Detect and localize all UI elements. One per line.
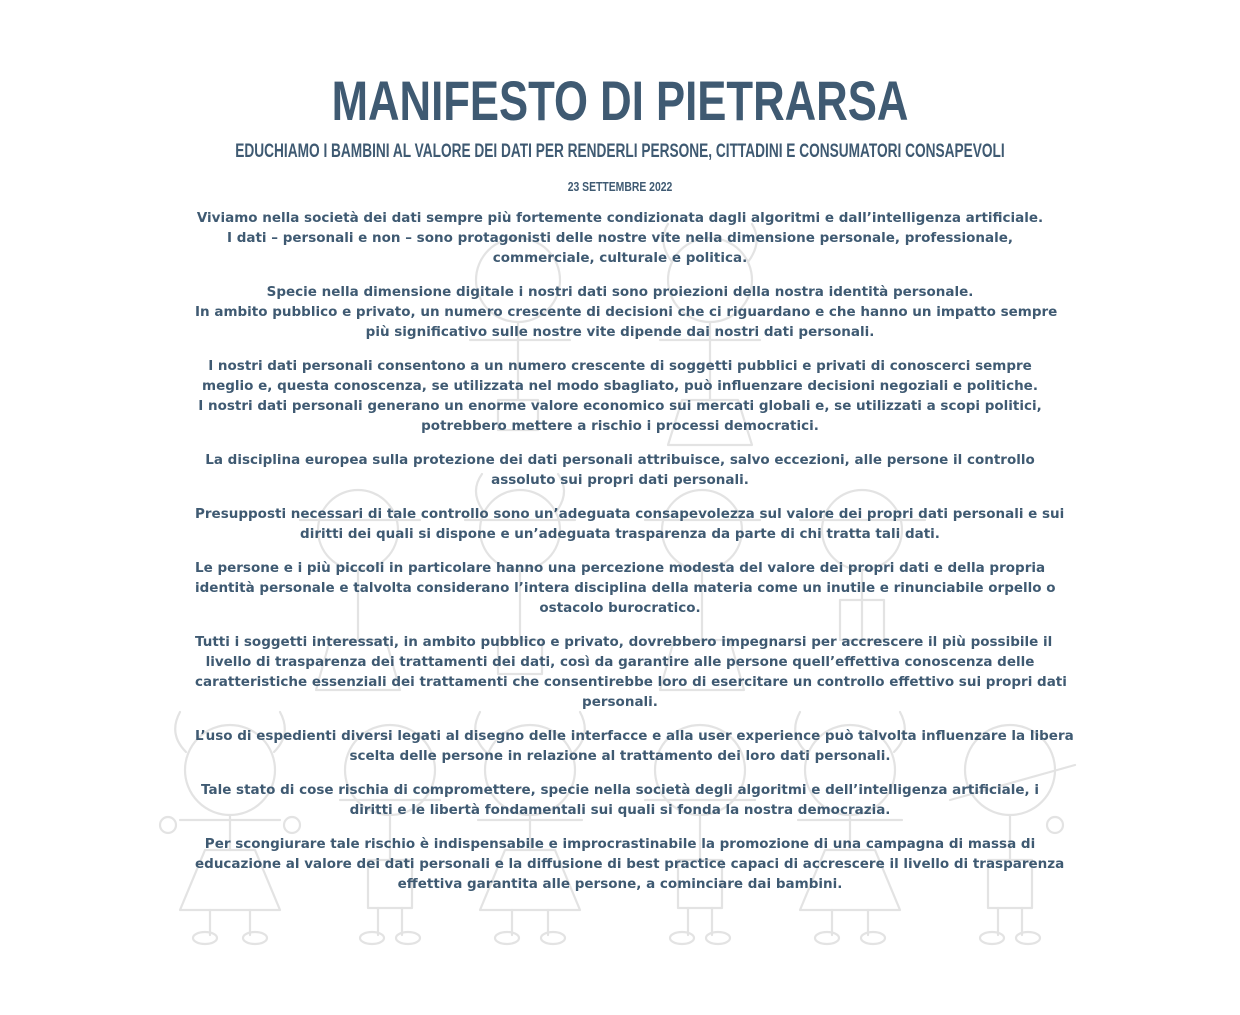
paragraph-line: assoluto sui propri dati personali. (491, 472, 749, 488)
page-title: MANIFESTO DI PIETRARSA (331, 69, 909, 132)
paragraph-line: La disciplina europea sulla protezione dei dati personali attribuisce, salvo eccezioni, alle persone il controllo (205, 452, 1035, 468)
manifesto-paragraph (195, 726, 1074, 766)
paragraph-line: scelta delle persone in relazione al trattamento dei loro dati personali. (349, 748, 891, 764)
manifesto-paragraph (195, 834, 1065, 894)
paragraph-line: Tutti i soggetti interessati, in ambito pubblico e privato, dovrebbero impegnarsi per accrescere il più possibile il (195, 634, 1053, 650)
paragraph-line: educazione al valore dei dati personali e la diffusione di best practice capaci di accrescere il livello di trasparenza (195, 856, 1065, 872)
page-subtitle: EDUCHIAMO I BAMBINI AL VALORE DEI DATI PER RENDERLI PERSONE, CITTADINI E CONSUMATORI CONSAPEVOLI (235, 141, 1005, 162)
paragraph-line: Tale stato di cose rischia di compromettere, specie nella società degli algoritmi e dell’intelligenza artificiale, i (201, 782, 1039, 798)
paragraph-line: Le persone e i più piccoli in particolare hanno una percezione modesta del valore dei propri dati e della propria (195, 560, 1046, 576)
manifesto-paragraph (195, 504, 1065, 544)
document-date: 23 SETTEMBRE 2022 (567, 179, 673, 194)
paragraph-line: I nostri dati personali generano un enorme valore economico sui mercati globali e, se utilizzati a scopi politici, (198, 398, 1042, 414)
paragraph-line: effettiva garantita alle persone, a cominciare dai bambini. (397, 876, 843, 892)
paragraph-line: personali. (582, 694, 658, 710)
paragraph-line: caratteristiche essenziali dei trattamenti che consentirebbe loro di esercitare un controllo effettivo sui propri dati (195, 674, 1067, 690)
manifesto-paragraph (195, 450, 1045, 490)
paragraph-line: diritti e le libertà fondamentali sui quali si fonda la nostra democrazia. (349, 802, 891, 818)
paragraph-line: Specie nella dimensione digitale i nostri dati sono proiezioni della nostra identità personale. (266, 284, 974, 300)
manifesto-paragraph (195, 208, 1045, 268)
manifesto-paragraph (195, 632, 1067, 712)
paragraph-line: I nostri dati personali consentono a un numero crescente di soggetti pubblici e privati di conoscerci sempre (208, 358, 1032, 374)
paragraph-line: diritti dei quali si dispone e un’adeguata trasparenza da parte di chi tratta tali dati. (300, 526, 940, 542)
manifesto-paragraph (195, 780, 1045, 820)
paragraph-line: Viviamo nella società dei dati sempre più fortemente condizionata dagli algoritmi e dall’intelligenza artificiale. (196, 210, 1044, 226)
paragraph-line: I dati – personali e non – sono protagonisti delle nostre vite nella dimensione personale, professionale, (226, 230, 1013, 246)
paragraph-line: più significativo sulle nostre vite dipende dai nostri dati personali. (365, 324, 875, 340)
paragraph-line: identità personale e talvolta considerano l’intera disciplina della materia come un inutile e rinunciabile orpello o (195, 580, 1056, 596)
manifesto-paragraph (195, 282, 1058, 342)
paragraph-line: ostacolo burocratico. (539, 600, 701, 616)
paragraph-line: meglio e, questa conoscenza, se utilizzata nel modo sbagliato, può influenzare decisioni negoziali e politiche. (202, 378, 1038, 394)
manifesto-body (195, 208, 1074, 908)
paragraph-line: livello di trasparenza dei trattamenti dei dati, così da garantire alle persone quell’effettiva conoscenza delle (205, 654, 1035, 670)
paragraph-line: potrebbero mettere a rischio i processi democratici. (421, 418, 819, 434)
paragraph-line: In ambito pubblico e privato, un numero crescente di decisioni che ci riguardano e che hanno un impatto sempre (195, 304, 1058, 320)
paragraph-line: Per scongiurare tale rischio è indispensabile e improcrastinabile la promozione di una campagna di massa di (204, 836, 1036, 852)
manifesto-paragraph (195, 356, 1045, 436)
paragraph-line: commerciale, culturale e politica. (492, 250, 748, 266)
paragraph-line: L’uso di espedienti diversi legati al disegno delle interfacce e alla user experience può talvolta influenzare la libera (195, 728, 1074, 744)
manifesto-paragraph (195, 558, 1056, 618)
paragraph-line: Presupposti necessari di tale controllo sono un’adeguata consapevolezza sul valore dei propri dati personali e sui (195, 506, 1065, 522)
